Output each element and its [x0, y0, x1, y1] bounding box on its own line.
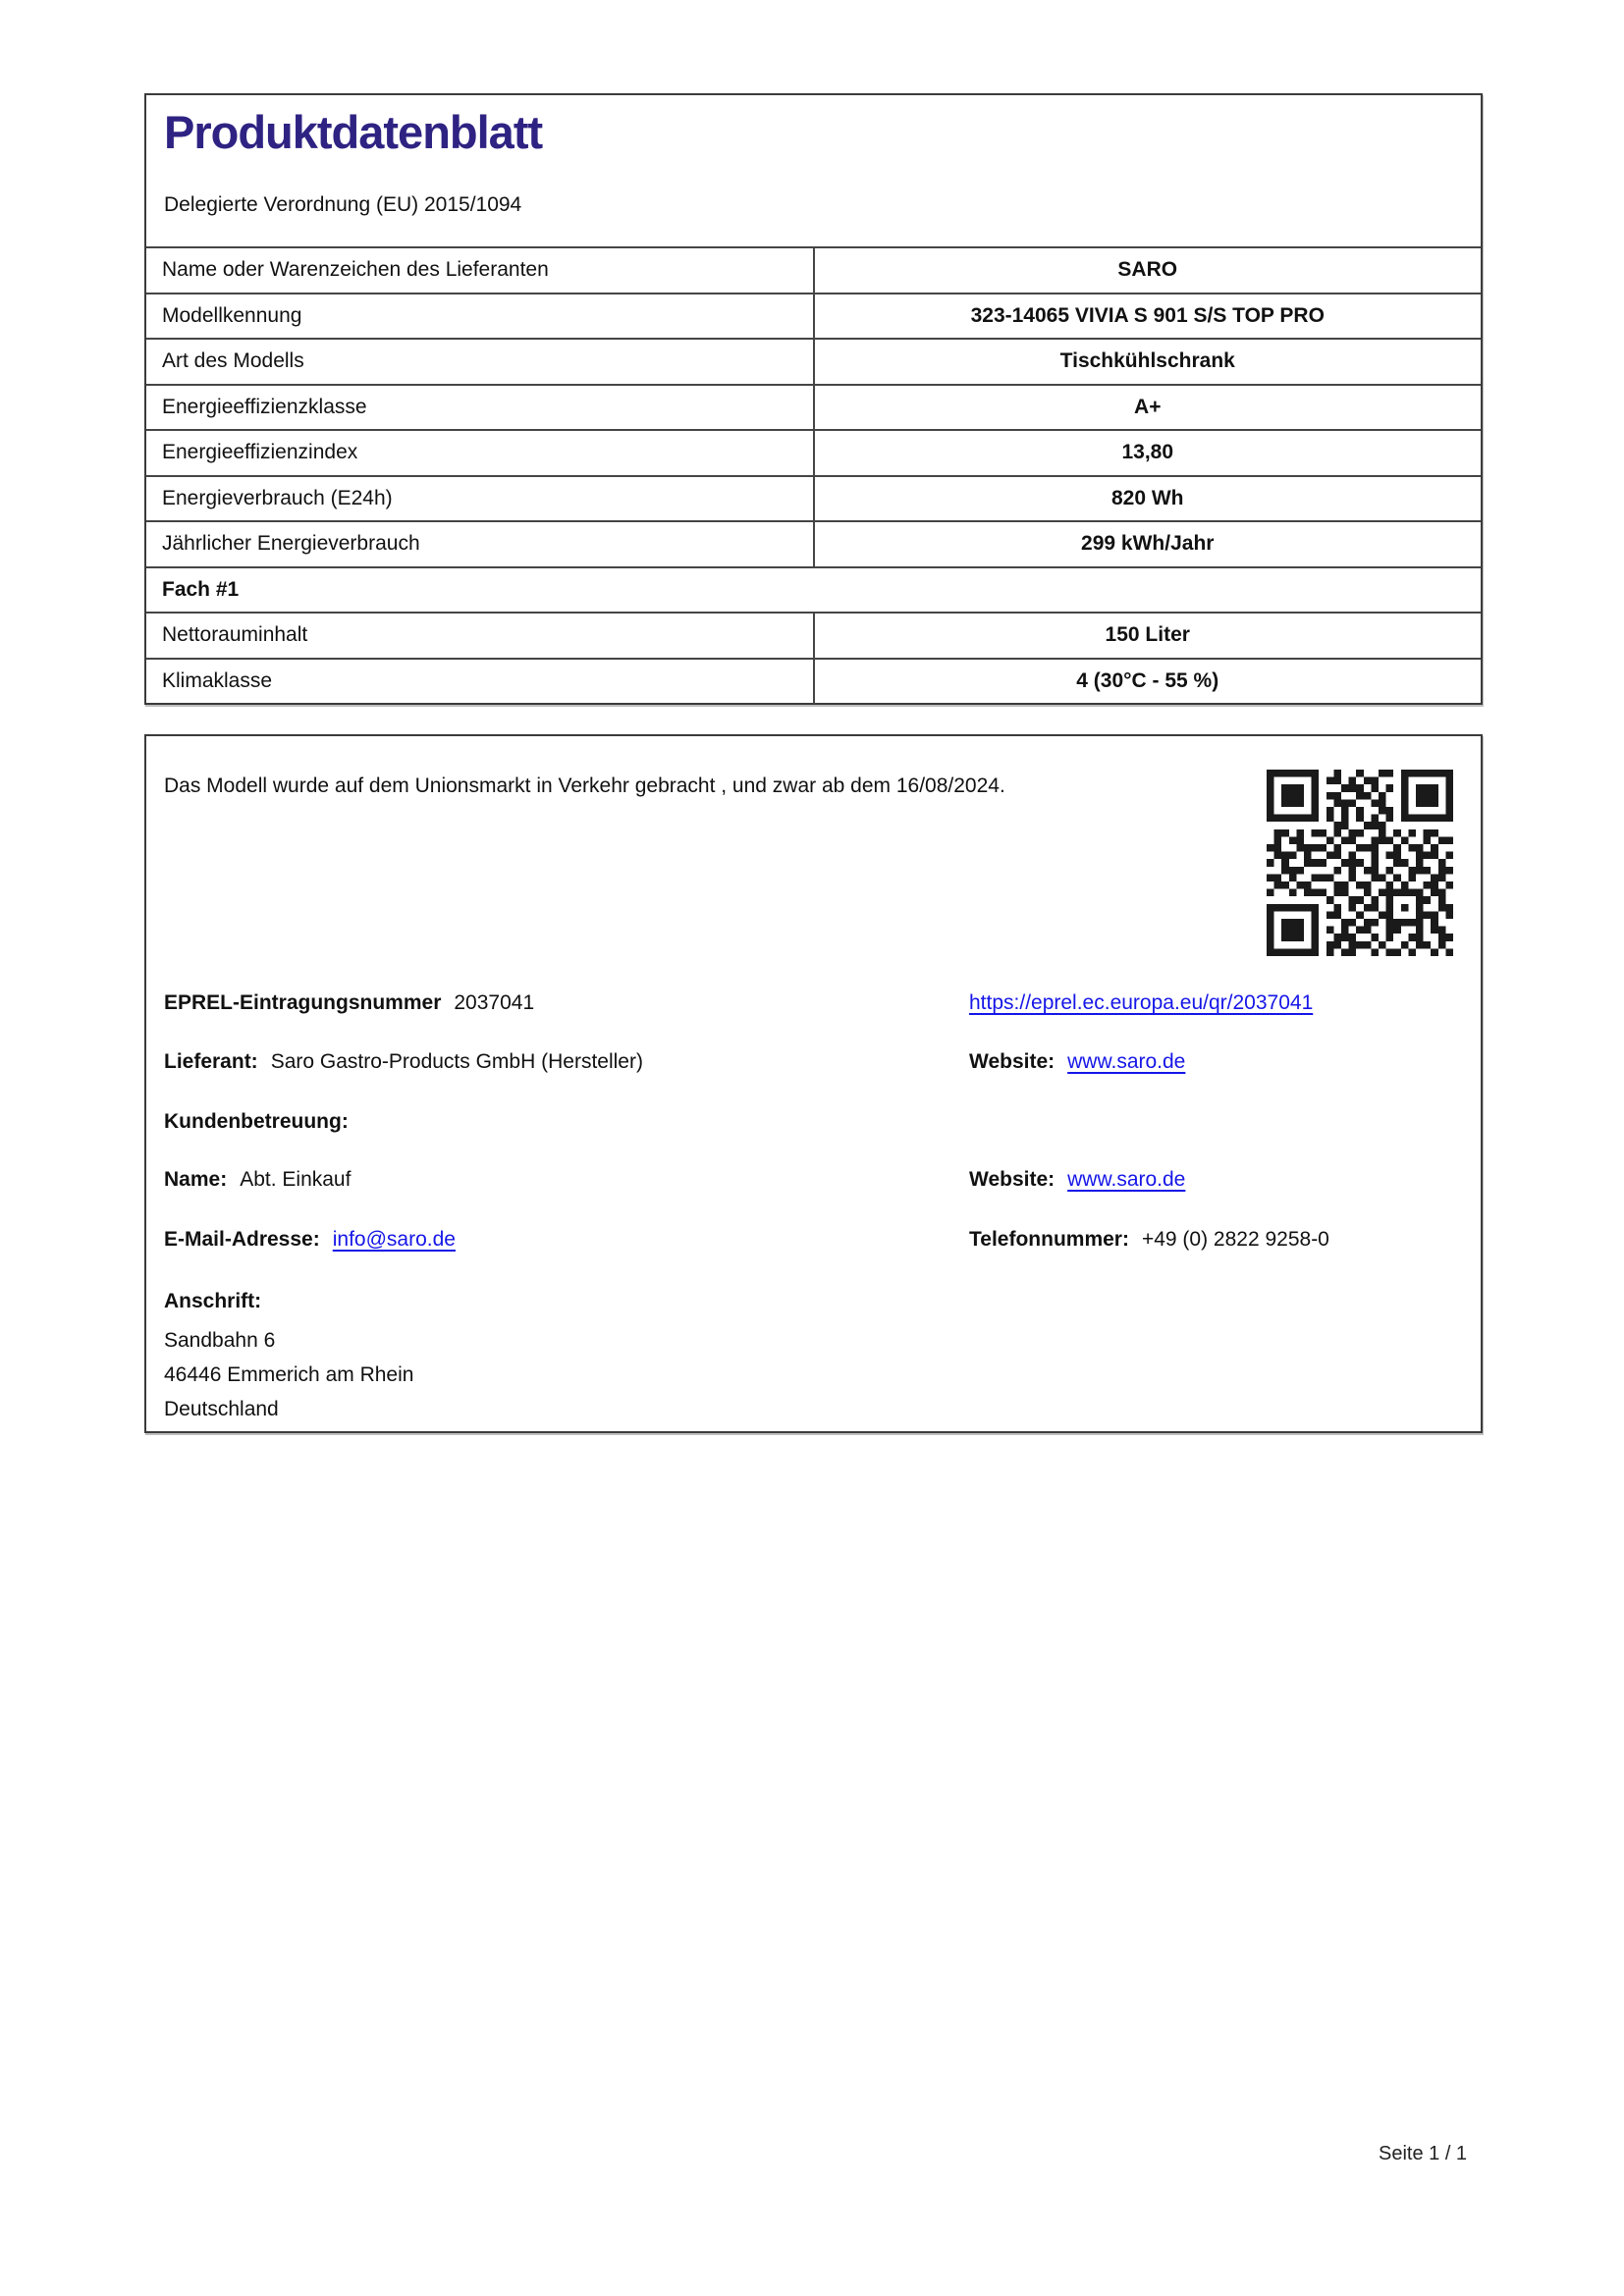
spec-value: 150 Liter	[814, 613, 1482, 659]
spec-value: 323-14065 VIVIA S 901 S/S TOP PRO	[814, 294, 1482, 340]
product-datasheet-box	[144, 93, 1483, 705]
spec-label: Klimaklasse	[146, 659, 814, 705]
spec-label: Art des Modells	[146, 339, 814, 385]
supplier-value: Saro Gastro-Products GmbH (Hersteller)	[270, 1050, 643, 1073]
qr-code-svg	[1267, 770, 1453, 956]
eprel-row	[164, 991, 1467, 1015]
spec-value: 299 kWh/Jahr	[814, 521, 1482, 567]
supplier-row	[164, 1050, 1467, 1074]
regulation-subtitle: Delegierte Verordnung (EU) 2015/1094	[164, 193, 522, 216]
page-number: Seite 1 / 1	[1379, 2143, 1468, 2164]
customer-care-row	[164, 1110, 1467, 1134]
website-label: Website:	[969, 1168, 1056, 1191]
eprel-label: EPREL-Eintragungsnummer	[164, 991, 442, 1014]
table-row	[146, 430, 1481, 476]
table-row	[146, 613, 1481, 659]
spec-value: 820 Wh	[814, 476, 1482, 522]
spec-value: SARO	[814, 247, 1482, 294]
spec-value: 4 (30°C - 55 %)	[814, 659, 1482, 705]
spec-label: Name oder Warenzeichen des Lieferanten	[146, 247, 814, 294]
address-row	[164, 1290, 1467, 1313]
email-label: E-Mail-Adresse:	[164, 1228, 320, 1251]
name-value: Abt. Einkauf	[240, 1168, 352, 1191]
name-label: Name:	[164, 1168, 228, 1191]
contact-name-row	[164, 1168, 1467, 1192]
website-label: Website:	[969, 1050, 1056, 1073]
website-link[interactable]: www.saro.de	[1067, 1050, 1186, 1073]
spec-label: Energieeffizienzindex	[146, 430, 814, 476]
phone-label: Telefonnummer:	[969, 1228, 1129, 1251]
address-line: 46446 Emmerich am Rhein	[164, 1363, 414, 1386]
eprel-link[interactable]: https://eprel.ec.europa.eu/qr/2037041	[969, 991, 1314, 1014]
table-row	[146, 247, 1481, 294]
spec-label: Jährlicher Energieverbrauch	[146, 521, 814, 567]
spec-label: Energieverbrauch (E24h)	[146, 476, 814, 522]
address-line: Deutschland	[164, 1398, 279, 1420]
website-link[interactable]: www.saro.de	[1067, 1168, 1186, 1191]
table-row	[146, 339, 1481, 385]
spec-value: Tischkühlschrank	[814, 339, 1482, 385]
address-block	[164, 1323, 413, 1426]
email-link[interactable]: info@saro.de	[332, 1228, 456, 1251]
eprel-number: 2037041	[454, 991, 535, 1014]
table-row	[146, 476, 1481, 522]
email-row	[164, 1228, 1467, 1252]
spec-label: Nettorauminhalt	[146, 613, 814, 659]
page-title: Produktdatenblatt	[164, 106, 543, 158]
table-section-row	[146, 567, 1481, 614]
customer-care-label: Kundenbetreuung:	[164, 1110, 349, 1133]
phone-value: +49 (0) 2822 9258-0	[1141, 1228, 1329, 1251]
section-header: Fach #1	[146, 567, 1481, 614]
address-line: Sandbahn 6	[164, 1329, 276, 1352]
address-label: Anschrift:	[164, 1290, 262, 1312]
spec-table	[146, 246, 1481, 704]
spec-value: A+	[814, 385, 1482, 431]
market-placement-text: Das Modell wurde auf dem Unionsmarkt in Verkehr gebracht , und zwar ab dem 16/08/2024.	[164, 774, 1005, 797]
supplier-label: Lieferant:	[164, 1050, 258, 1073]
table-row	[146, 659, 1481, 705]
table-row	[146, 521, 1481, 567]
spec-label: Energieeffizienzklasse	[146, 385, 814, 431]
spec-label: Modellkennung	[146, 294, 814, 340]
qr-code	[1267, 770, 1453, 956]
table-row	[146, 385, 1481, 431]
market-info-box	[144, 734, 1483, 1433]
table-row	[146, 294, 1481, 340]
spec-value: 13,80	[814, 430, 1482, 476]
